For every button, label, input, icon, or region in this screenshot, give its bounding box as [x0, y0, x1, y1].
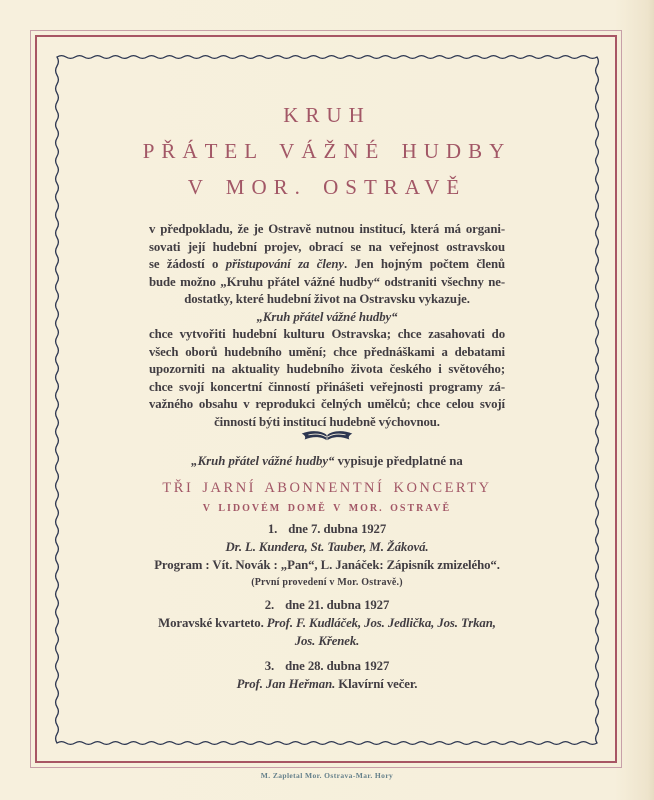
- concert-2-ensemble: Moravské kvarteto.: [158, 615, 267, 630]
- masthead-line-1: KRUH: [283, 103, 371, 127]
- concert-2-performers: Prof. F. Kudláček, Jos. Jedlička, Jos. Trkan,: [266, 615, 496, 630]
- intro-line-3: [149, 256, 505, 274]
- subscription-rest: vypisuje předplatné na: [334, 454, 463, 468]
- concert-2-performers-line-2: Jos. Křenek.: [294, 633, 360, 648]
- goals-line-6: činností býti institucí hudebně výchovnou.: [214, 414, 440, 429]
- masthead-line-2: PŘÁTEL VÁŽNÉ HUDBY: [142, 139, 512, 163]
- goals-line-1: chce vytvořiti hudební kulturu Ostravska; chce zasahovati do: [149, 327, 505, 341]
- concert-3-date: [100, 658, 554, 676]
- season-heading: TŘI JARNÍ ABONNENTNÍ KONCERTY: [162, 480, 492, 496]
- masthead-line-3: V MOR. OSTRAVĚ: [187, 175, 467, 199]
- subscription-quoted: „Kruh přátel vážné hudby“: [191, 454, 335, 468]
- goals-paragraph: [149, 326, 505, 431]
- concert-3: [100, 658, 554, 694]
- concert-3-number: 3.: [264, 659, 275, 673]
- concert-2-number: 2.: [264, 598, 275, 612]
- subscription-line: [0, 453, 654, 471]
- concert-1: [100, 521, 554, 591]
- concert-2-date: [100, 597, 554, 615]
- intro-line-3-pre: se žádostí o: [149, 257, 226, 271]
- concert-3-performer-line: [100, 676, 554, 694]
- goals-line-3: upozorniti na aktuality hudebního života českého i světového;: [149, 362, 505, 376]
- goals-line-5: važného obsahu v reprodukci čelných umělců; chce celou svojí: [149, 397, 505, 411]
- intro-line-2: sovati její hudební projev, obrací se na veřejnost ostravskou: [149, 239, 505, 254]
- intro-line-1: v předpokladu, že je Ostravě nutnou institucí, která má organi-: [149, 222, 505, 236]
- intro-line-3-post: . Jen hojným počtem členů: [344, 257, 505, 271]
- intro-line-4: bude možno „Kruhu přátel vážné hudby“ odstraniti všechny ne-: [149, 274, 505, 289]
- concert-2: [100, 597, 554, 650]
- ornament-row: [0, 429, 654, 445]
- concert-1-performers: Dr. L. Kundera, St. Tauber, M. Žáková.: [225, 539, 429, 554]
- intro-line-6: „Kruh přátel vážné hudby“: [256, 309, 398, 324]
- masthead-title: [0, 97, 654, 205]
- intro-line-5: dostatky, které hudební život na Ostravsku vykazuje.: [184, 292, 470, 306]
- concert-1-program: Program : Vít. Novák : „Pan“, L. Janáček: Zápisník zmizelého“.: [154, 557, 500, 572]
- concert-3-date-text: dne 28. dubna 1927: [285, 659, 390, 673]
- concert-1-note: (První provedení v Mor. Ostravě.): [251, 577, 403, 589]
- intro-paragraph: [149, 221, 505, 326]
- concert-3-performer: Prof. Jan Heřman.: [236, 676, 336, 691]
- concert-1-number: 1.: [267, 522, 278, 536]
- concert-3-event: Klavírní večer.: [335, 676, 418, 691]
- venue-line: V LIDOVÉM DOMĚ V MOR. OSTRAVĚ: [202, 503, 452, 514]
- intro-line-3-italic: přistupování za členy: [225, 257, 345, 271]
- goals-line-2: všech oborů hudebního umění; chce přednáškami a debatami: [149, 344, 505, 359]
- open-book-ornament-icon: [300, 429, 354, 445]
- concert-2-date-text: dne 21. dubna 1927: [285, 598, 390, 612]
- printer-imprint: M. Zapletal Mor. Ostrava-Mar. Hory: [260, 771, 394, 780]
- concert-1-date: [100, 521, 554, 539]
- concert-1-date-text: dne 7. dubna 1927: [288, 522, 387, 536]
- goals-line-4: chce svojí koncertní činností přinášeti veřejnosti programy zá-: [149, 379, 505, 394]
- concert-2-performers-line-1: [100, 615, 554, 633]
